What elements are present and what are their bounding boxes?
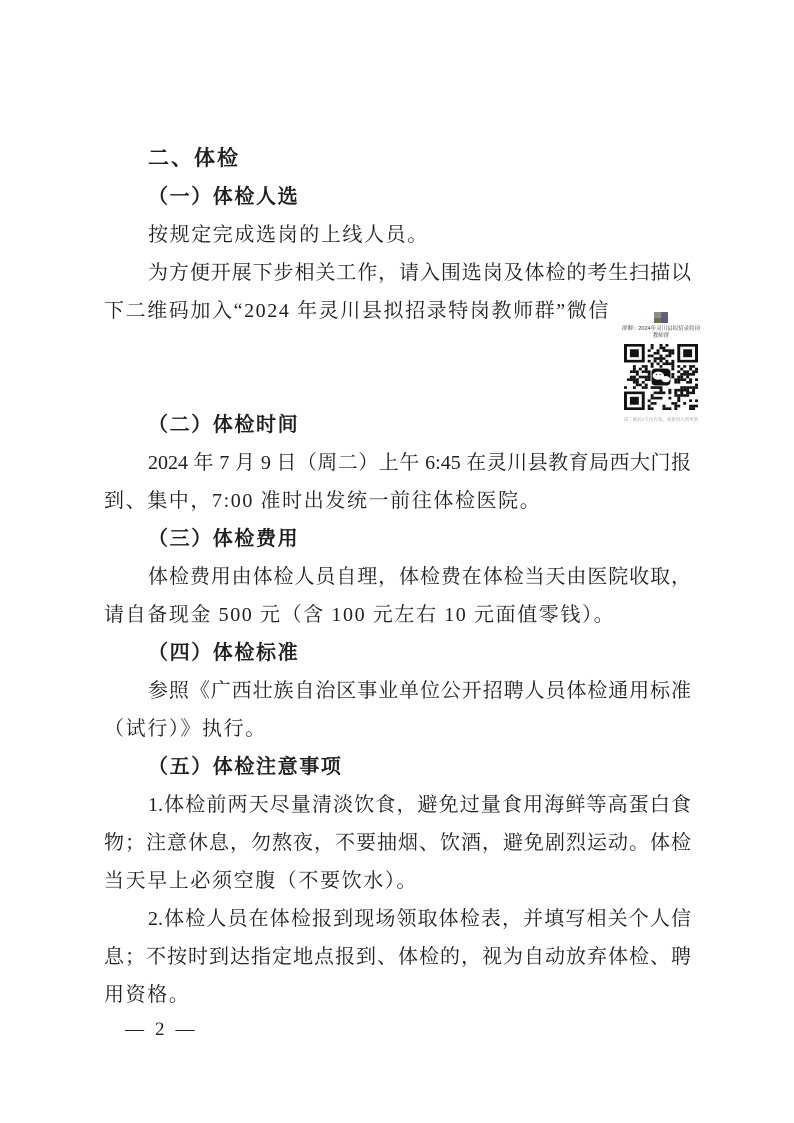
body-line: 息；不按时到达指定地点报到、体检的，视为自动放弃体检、聘 [104, 946, 691, 968]
body-line: 用资格。 [104, 984, 191, 1006]
body-line: 下二维码加入“2024 年灵川县拟招录特岗教师群”微信 [104, 300, 610, 322]
body-line: 请自备现金 500 元（含 100 元左右 10 元面值零钱）。 [104, 604, 616, 626]
group-name-label [622, 326, 700, 340]
qr-gap-spacer [104, 330, 691, 406]
subsection-heading: （五）体检注意事项 [148, 756, 343, 778]
body-line: 为方便开展下步相关工作，请入围选岗及体检的考生扫描以 [148, 262, 691, 284]
subsection-heading: （四）体检标准 [148, 642, 300, 664]
page-number-dash-right: — [175, 1019, 195, 1040]
body-line: 到、集中，7:00 准时出发统一前往体检医院。 [104, 490, 542, 512]
page-number [125, 1019, 195, 1041]
avatar-tile [654, 318, 661, 324]
group-name-line-1: 群聊：2024年灵川县拟招录特岗 [621, 326, 701, 332]
subsection-heading: （三）体检费用 [148, 528, 300, 550]
group-avatar [654, 312, 668, 323]
document-body [104, 140, 691, 1014]
subsection-heading: （二）体检时间 [148, 414, 300, 436]
body-line: 2024 年 7 月 9 日（周二）上午 6:45 在灵川县教育局西大门报 [148, 452, 691, 474]
body-line: 体检费用由体检人员自理，体检费在体检当天由医院收取， [148, 566, 691, 588]
page-number-dash-left: — [125, 1019, 144, 1040]
body-line: 1.体检前两天尽量清淡饮食，避免过量食用海鲜等高蛋白食 [148, 794, 691, 816]
body-line: 当天早上必须空腹（不要饮水）。 [104, 870, 418, 892]
subsection-heading: （一）体检人选 [148, 186, 300, 208]
doc-title: 二、体检 [148, 147, 240, 170]
avatar-tile [661, 318, 668, 324]
body-line: 参照《广西壮族自治区事业单位公开招聘人员体检通用标准 [148, 680, 691, 702]
body-line: 2.体检人员在体检报到现场领取体检表，并填写相关个人信 [148, 908, 691, 930]
body-line: （试行）》执行。 [104, 718, 267, 740]
qr-validity-caption: 该二维码7天内有效，重新进入将更新 [623, 417, 699, 422]
body-line: 物；注意休息，勿熬夜，不要抽烟、饮酒，避免剧烈运动。体检 [104, 832, 691, 854]
qr-code [624, 344, 698, 410]
group-name-line-2: 教师群 [652, 333, 670, 339]
page-number-value: 2 [155, 1019, 165, 1040]
wechat-group-qr-card [612, 312, 710, 423]
body-line: 按规定完成选岗的上线人员。 [148, 224, 429, 246]
